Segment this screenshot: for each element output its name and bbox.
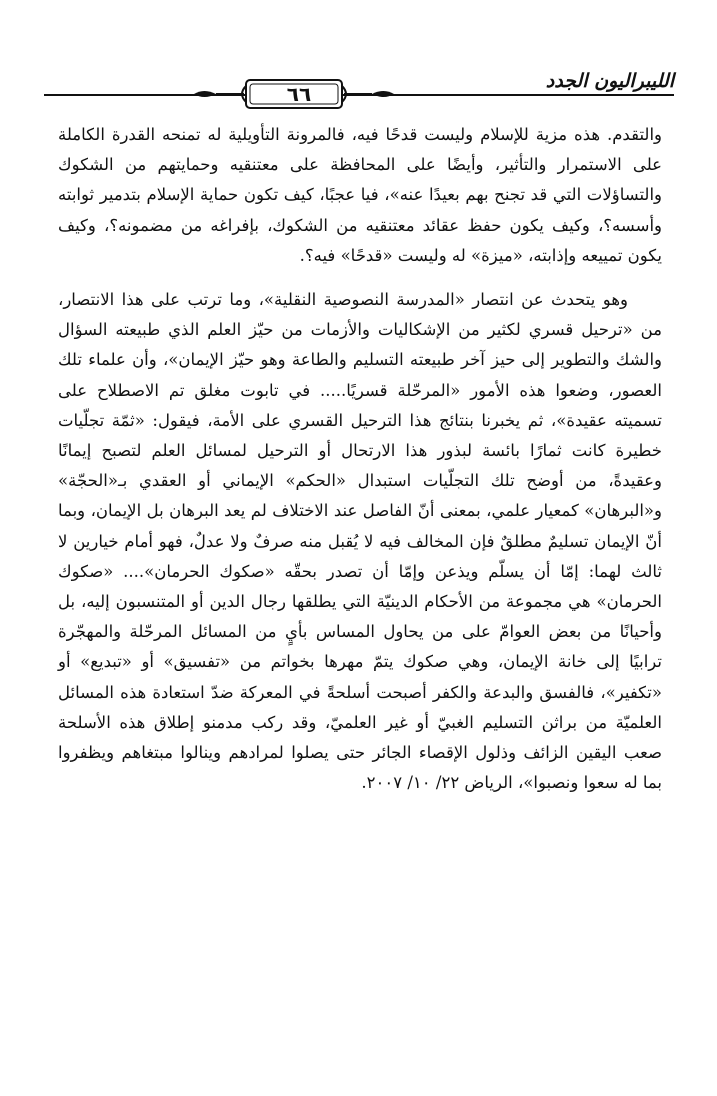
paragraph: وهو يتحدث عن انتصار «المدرسة النصوصية النقلية»، وما ترتب على هذا الانتصار، من «ترحيل قسري لكثير من الإشكاليات والأزمات من حيّز العلم الذي طبيعته السؤال والشك والتطوير إلى حيز آخر طبيعته التسليم والطاعة وهو حيّز الإيمان»، وأن علماء تلك العصور، وضعوا هذه الأمور «المرحّلة قسريًا..... في تابوت مغلق تم الاصطلاح على تسميته عقيدة»، ثم يخبرنا بنتائج هذا الترحيل القسري على الأمة، فيقول: «ثمّة تجلّيات خطيرة كانت ثمارًا بائسة لبذور هذا الارتحال أو الترحيل لمسائل العلم لتصبح إيمانًا وعقيدةً، من أوضح تلك التجلّيات استبدال «الحكم» الإيماني أو العقدي بـ«الحجّة» و«البرهان» كمعيار علمي، بمعنى أنّ الفاصل عند الاختلاف لم يعد البرهان بل الإيمان، وبما أنّ الإيمان تسليمٌ مطلقٌ فإن المخالف فيه لا يُقبل منه صرفٌ ولا عدلٌ، فهو أمام خيارين لا ثالث لهما: إمّا أن يسلّم ويذعن وإمّا أن تصدر بحقّه «صكوك الحرمان».... «صكوك الحرمان» هي مجموعة من الأحكام الدينيّة التي يطلقها رجال الدين أو المتنسبون إليه، بل وأحيانًا من بعض العوامّ على من يحاول المساس بأيٍ من المسائل المرحّلة والمهجّرة ترابيًا إلى خانة الإيمان، وهي صكوك يتمّ مهرها بخواتم من «تفسيق» أو «تبديع» أو «تكفير»، فالفسق والبدعة والكفر أصبحت أسلحةً في المعركة ضدّ استعادة هذه المسائل العلميّة من براثن التسليم الغبيّ أو غير العلميّ، وقد ركب مدمنو إطلاق هذه الأسلحة صعب اليقين الزائف وذلول الإقصاء الجائر حتى يصلوا لمرادهم وينالوا مبتغاهم ويظفروا بما له سعوا ونصبوا»، الرياض ٢٢/ ١٠/ ٢٠٠٧. xyxy=(58,290,662,793)
page-number: ٦٦ xyxy=(286,82,312,106)
paragraph: والتقدم. هذه مزية للإسلام وليست قدحًا فيه، فالمرونة التأويلية له تمنحه القدرة الكاملة على الاستمرار والتأثير، وأيضًا على المحافظة على معتنقيه وحمايتهم من الشكوك والتساؤلات التي قد تجنح بهم بعيدًا عنه»، فيا عجبًا، كيف تكون حماية الإسلام بتدمير ثوابته وأسسه؟، وكيف يكون حفظ عقائد معتنقيه من الشكوك، بإفراغه من مضمونه؟، وكيف يكون تمييعه وإذابته، «ميزة» له وليست «قدحًا» فيه؟. xyxy=(58,125,662,265)
running-header xyxy=(44,68,674,114)
running-title: الليبراليون الجدد xyxy=(545,70,674,92)
body-text xyxy=(58,120,662,798)
